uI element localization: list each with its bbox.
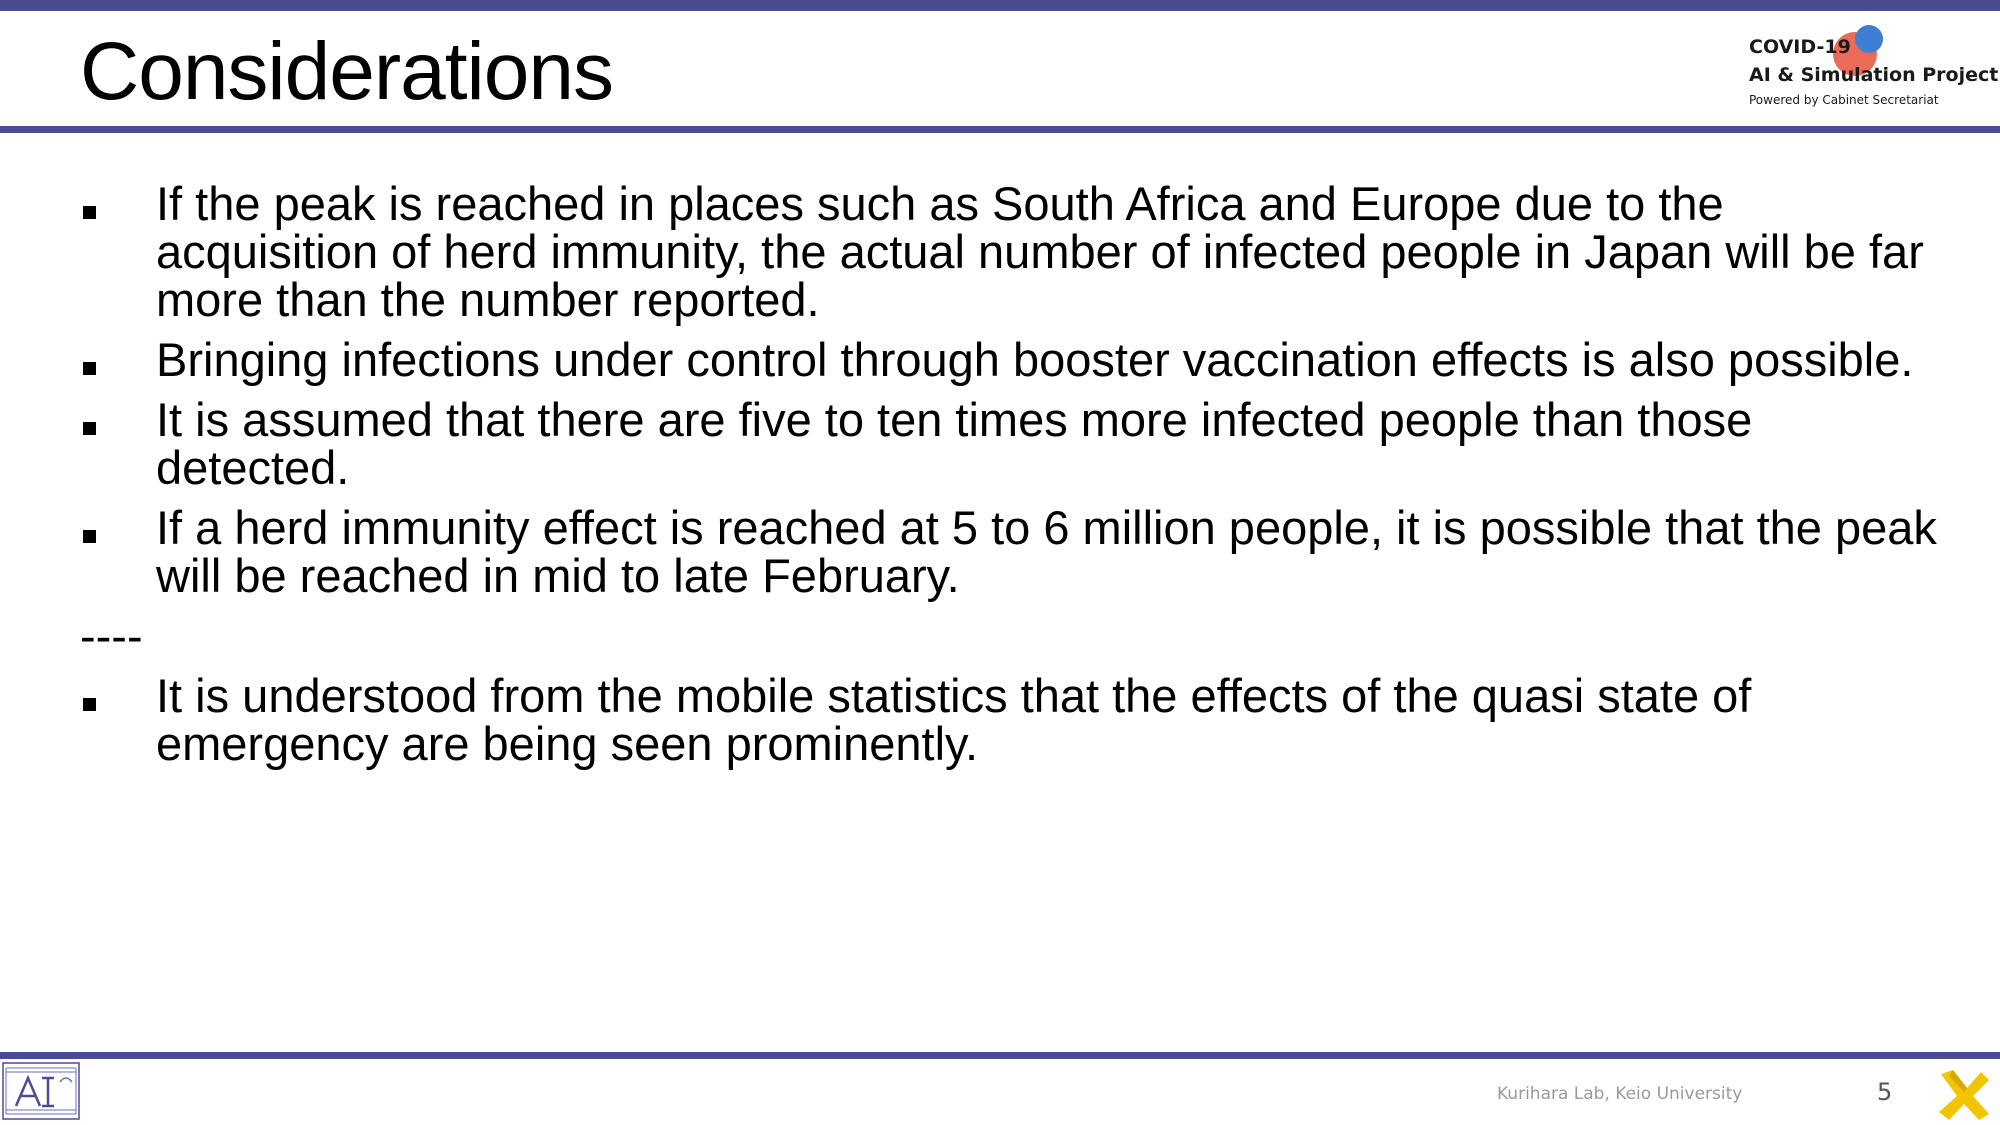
- footer-divider: [0, 1052, 2000, 1059]
- x-logo-icon: [1937, 1068, 1991, 1122]
- bullet-text: It is understood from the mobile statistics that the effects of the quasi state of emergency are being seen prominently.: [156, 669, 1752, 770]
- project-logo: [1745, 22, 1999, 117]
- page-number: 5: [1877, 1078, 1893, 1106]
- title-divider: [0, 126, 2000, 133]
- bullet-text: If the peak is reached in places such as South Africa and Europe due to the acquisition of herd immunity, the actual number of infected people in Japan will be far more than the number reported.: [156, 177, 1924, 326]
- logo-project-subtitle: AI & Simulation Project: [1749, 64, 1999, 86]
- bullet-item: [80, 393, 1940, 494]
- logo-blue-dot-icon: [1855, 25, 1883, 53]
- bullet-item: [80, 333, 1940, 386]
- square-bullet-icon: [83, 206, 96, 219]
- lab-logo-icon: [2, 1062, 80, 1120]
- bullet-text: If a herd immunity effect is reached at 5 to 6 million people, it is possible that the peak will be reached in mid to late February.: [156, 501, 1937, 602]
- square-bullet-icon: [83, 422, 96, 435]
- logo-powered-by: Powered by Cabinet Secretariat: [1749, 93, 1939, 107]
- logo-project-name: COVID-19: [1749, 36, 1851, 58]
- section-separator: ----: [80, 609, 143, 662]
- top-accent-bar: [0, 0, 2000, 11]
- bullet-text: Bringing infections under control through booster vaccination effects is also possible.: [156, 333, 1914, 386]
- bullet-item: [80, 669, 1940, 770]
- bullet-item: [80, 501, 1940, 602]
- bullet-text: It is assumed that there are five to ten times more infected people than those detected.: [156, 393, 1753, 494]
- slide-content: [80, 177, 1940, 780]
- square-bullet-icon: [83, 698, 96, 711]
- square-bullet-icon: [83, 530, 96, 543]
- footer-affiliation: Kurihara Lab, Keio University: [1497, 1084, 1743, 1104]
- square-bullet-icon: [83, 362, 96, 375]
- slide-title: Considerations: [80, 26, 613, 117]
- bullet-item: [80, 177, 1940, 326]
